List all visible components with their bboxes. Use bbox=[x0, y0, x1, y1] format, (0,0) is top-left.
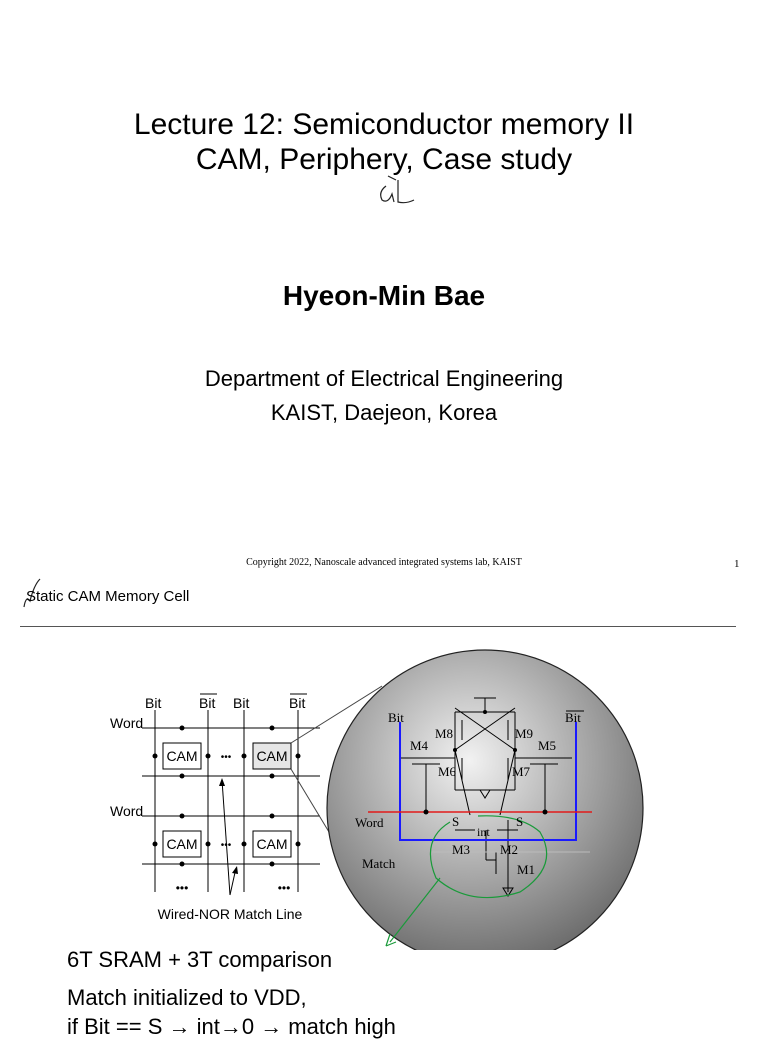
circuit-bit-label: Bit bbox=[388, 710, 404, 725]
circuit-word-label: Word bbox=[355, 815, 384, 830]
department: Department of Electrical Engineering bbox=[204, 366, 564, 391]
transistor-m4: M4 bbox=[410, 738, 429, 753]
bitbar-label-2: Bit bbox=[289, 695, 306, 711]
array-ellipsis: ••• bbox=[175, 881, 189, 895]
transistor-m1: M1 bbox=[517, 862, 536, 877]
bit-label-1: Bit bbox=[145, 695, 162, 711]
handwritten-annotation bbox=[360, 170, 440, 220]
transistor-m6: M6 bbox=[438, 764, 457, 779]
zoom-circle bbox=[327, 650, 643, 950]
transistor-m5: M5 bbox=[538, 738, 557, 753]
cam-cell-label: CAM bbox=[256, 836, 288, 852]
word-label-1: Word bbox=[110, 715, 144, 731]
title-divider bbox=[20, 626, 736, 627]
bit-label-2: Bit bbox=[233, 695, 250, 711]
array-ellipsis: ••• bbox=[220, 752, 232, 763]
cam-cell-label: CAM bbox=[256, 748, 288, 764]
slide-title-line1: Lecture 12: Semiconductor memory II bbox=[133, 108, 635, 141]
slide2-title: Static CAM Memory Cell bbox=[26, 588, 190, 605]
transistor-m8: M8 bbox=[435, 726, 454, 741]
bullet-item: 6T SRAM + 3T comparison bbox=[67, 947, 333, 972]
transistor-m7: M7 bbox=[512, 764, 531, 779]
transistor-m3: M3 bbox=[452, 842, 471, 857]
circuit-bitbar-label: Bit bbox=[565, 710, 581, 725]
cam-cell-label: CAM bbox=[166, 836, 198, 852]
transistor-m9: M9 bbox=[515, 726, 534, 741]
word-label-2: Word bbox=[110, 803, 144, 819]
copyright-notice: Copyright 2022, Nanoscale advanced integrated systems lab, KAIST bbox=[246, 557, 522, 568]
bitbar-label-1: Bit bbox=[199, 695, 216, 711]
array-ellipsis: ••• bbox=[277, 881, 291, 895]
transistor-m2: M2 bbox=[500, 842, 519, 857]
institution: KAIST, Daejeon, Korea bbox=[270, 400, 498, 425]
int-node-label: int bbox=[477, 825, 490, 839]
handwritten-note-text: al bbox=[370, 190, 371, 191]
array-ellipsis: ••• bbox=[220, 840, 232, 851]
s-left-label: S bbox=[452, 814, 460, 829]
page-number: 1 bbox=[734, 558, 740, 570]
s-right-label: S bbox=[516, 814, 524, 829]
cam-cell-label: CAM bbox=[166, 748, 198, 764]
match-line-label: Wired-NOR Match Line bbox=[157, 906, 303, 922]
slide-title-line2: CAM, Periphery, Case study bbox=[195, 143, 573, 176]
cam-diagram bbox=[0, 630, 768, 950]
circuit-match-label: Match bbox=[362, 856, 396, 871]
bullet-item: if Bit == S → int→0 → match high bbox=[67, 1014, 396, 1039]
bullet-item: Match initialized to VDD, bbox=[67, 985, 307, 1010]
author-name: Hyeon-Min Bae bbox=[282, 280, 486, 311]
